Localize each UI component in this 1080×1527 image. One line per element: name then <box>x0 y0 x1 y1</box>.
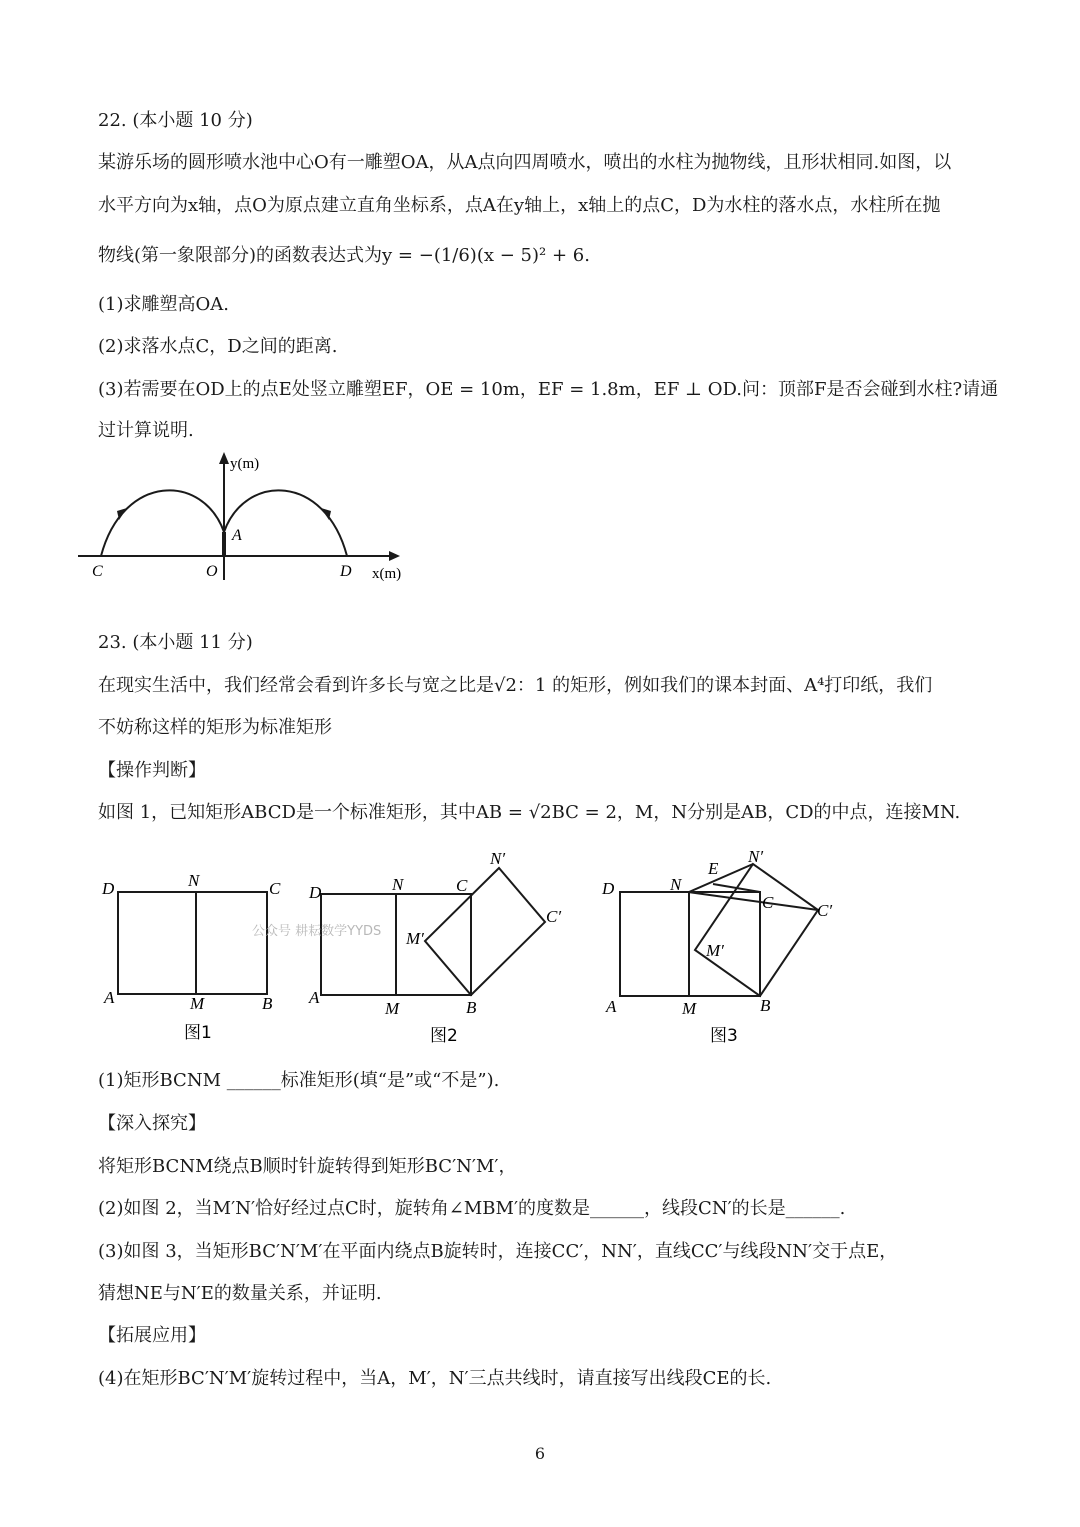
q22-subquestion-3: (3)若需要在OD上的点E处竖立雕塑EF，OE = 10m，EF = 1.8m，EF ⊥ OD.问：顶部F是否会碰到水柱?请通 <box>98 379 999 400</box>
q23-paragraph-1: 在现实生活中，我们经常会看到许多长与宽之比是√2：1 的矩形，例如我们的课本封面、A⁴打印纸，我们 <box>98 675 933 696</box>
right-water-arc <box>224 490 347 556</box>
fig3-label-m-prime: M′ <box>706 941 724 960</box>
fig3-label-c: C <box>762 893 774 912</box>
fig1-label-a: A <box>104 988 115 1007</box>
y-axis-arrow <box>219 452 229 464</box>
fig3-label-c-prime: C′ <box>817 901 833 920</box>
figure-2 <box>300 846 580 1051</box>
fig3-label-a: A <box>606 997 617 1016</box>
q23-section-explore: 【深入探究】 <box>98 1113 206 1134</box>
segment-ec <box>713 884 760 892</box>
figure-1 <box>96 866 296 1051</box>
fig1-caption: 图1 <box>184 1023 212 1043</box>
q22-paragraph-1: 某游乐场的圆形喷水池中心O有一雕塑OA，从A点向四周喷水，喷出的水柱为抛物线，且形状相同.如图，以 <box>98 152 952 173</box>
q22-subquestion-3-cont: 过计算说明. <box>98 420 194 441</box>
line-cc-prime <box>688 892 818 910</box>
fig2-label-m: M <box>385 999 400 1018</box>
rect-bcnm-rotated <box>425 868 545 995</box>
q22-heading: 22. (本小题 10 分) <box>98 110 253 131</box>
q23-paragraph-2: 不妨称这样的矩形为标准矩形 <box>98 717 332 738</box>
fig1-label-d: D <box>102 879 115 898</box>
left-water-arc <box>101 490 224 556</box>
q23-subquestion-1: (1)矩形BCNM ______标准矩形(填“是”或“不是”). <box>98 1070 500 1091</box>
q22-paragraph-2: 水平方向为x轴，点O为原点建立直角坐标系，点A在y轴上，x轴上的点C，D为水柱的落水点，水柱所在抛 <box>98 195 941 216</box>
figure-3 <box>598 846 848 1051</box>
fig1-label-c: C <box>269 879 281 898</box>
fig3-label-n-prime: N′ <box>748 847 764 866</box>
page-number: 6 <box>534 1444 546 1463</box>
q22-subquestion-1: (1)求雕塑高OA. <box>98 294 229 315</box>
q23-heading: 23. (本小题 11 分) <box>98 632 253 653</box>
q23-section-operation: 【操作判断】 <box>98 760 206 781</box>
q22-paragraph-3: 物线(第一象限部分)的函数表达式为y = −(1/6)(x − 5)² + 6. <box>98 245 590 266</box>
label-d: D <box>340 563 352 580</box>
q23-subquestion-4: (4)在矩形BC′N′M′旋转过程中，当A，M′，N′三点共线时，请直接写出线段CE的长. <box>98 1368 772 1389</box>
fig2-label-a: A <box>309 988 320 1007</box>
fig2-label-d: D <box>309 883 322 902</box>
x-axis-label: x(m) <box>372 566 402 582</box>
q23-subquestion-2: (2)如图 2，当M′N′恰好经过点C时，旋转角∠MBM′的度数是______，线段CN′的长是______. <box>98 1198 846 1219</box>
fig2-caption: 图2 <box>430 1026 458 1046</box>
fig3-label-e: E <box>708 859 719 878</box>
fig3-label-m: M <box>682 999 697 1018</box>
fig2-label-n-prime: N′ <box>490 849 506 868</box>
q22-subquestion-2: (2)求落水点C，D之间的距离. <box>98 336 338 357</box>
fig1-label-b: B <box>262 994 273 1013</box>
x-axis-arrow <box>389 551 400 561</box>
q23-paragraph-3: 如图 1，已知矩形ABCD是一个标准矩形，其中AB = √2BC = 2，M，N分别是AB，CD的中点，连接MN. <box>98 802 961 823</box>
fig2-label-c: C <box>456 876 468 895</box>
label-o: O <box>206 563 218 580</box>
q23-paragraph-4: 将矩形BCNM绕点B顺时针旋转得到矩形BC′N′M′， <box>98 1156 517 1177</box>
q23-subquestion-3: (3)如图 3，当矩形BC′N′M′在平面内绕点B旋转时，连接CC′，NN′，直线CC′与线段NN′交于点E， <box>98 1241 898 1262</box>
label-a: A <box>232 527 242 544</box>
fig2-label-b: B <box>466 998 477 1017</box>
q23-section-extend: 【拓展应用】 <box>98 1325 206 1346</box>
label-c: C <box>92 563 103 580</box>
fountain-figure <box>70 448 420 588</box>
q23-subquestion-3-cont: 猜想NE与N′E的数量关系，并证明. <box>98 1283 382 1304</box>
fig2-label-n: N <box>392 875 404 894</box>
fig3-caption: 图3 <box>710 1026 738 1046</box>
fig3-label-n: N <box>670 875 682 894</box>
y-axis-label: y(m) <box>230 456 260 472</box>
fig3-label-b: B <box>760 996 771 1015</box>
fig2-label-c-prime: C′ <box>546 907 562 926</box>
fig1-label-m: M <box>190 994 205 1013</box>
fig2-label-m-prime: M′ <box>406 929 424 948</box>
rect-abcd <box>118 892 267 994</box>
fig3-label-d: D <box>602 879 615 898</box>
watermark: 公众号 耕耘数学YYDS <box>252 924 382 939</box>
fig1-label-n: N <box>188 871 200 890</box>
